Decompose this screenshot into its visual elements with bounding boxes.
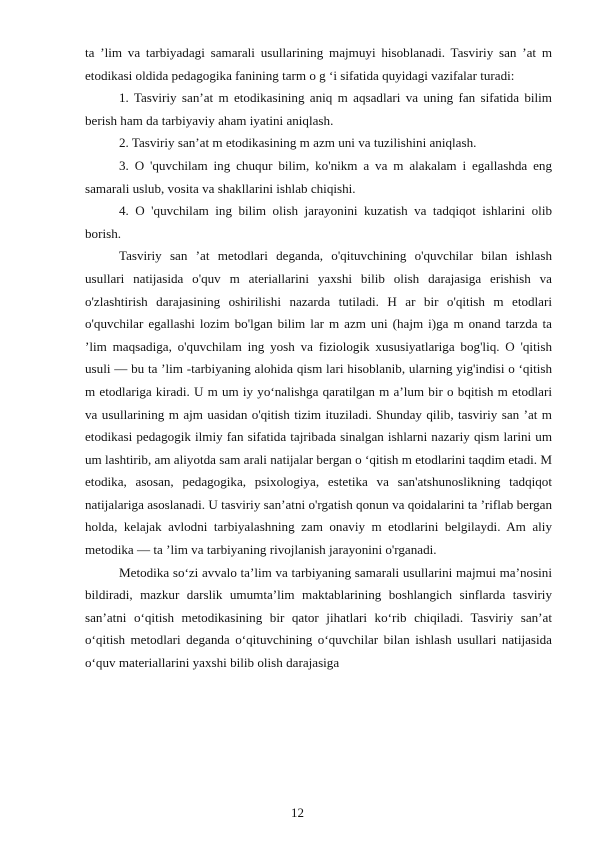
paragraph-task-2: 2. Tasviriy san’at m etodikasining m azm uni va tuzilishini aniqlash. [119, 135, 477, 151]
page-number: 12 [291, 805, 304, 820]
paragraph-task-4: 4. O 'quvchilam ing bilim olish jarayonini kuzatish va tadqiqot ishlarini olib borish. [85, 203, 552, 241]
paragraph-methods: Tasviriy san ’at metodlari deganda, o'qituvchining o'quvchilar bilan ishlash usullari natijasida o'quv m ateriallarini yaxshi bilib olish darajasiga erishish va o'zlashtirish darajasining oshirilishi nazarda tutiladi. H ar bir o'qitish m etodlari o'quvchilar egallashi lozim bo'lgan bilim lar m azm uni (hajm i)ga m onand tarzda ta ’lim maqsadiga, o'quvchilam ing yosh va fiziologik xususiyatlariga bog'liq. O 'qitish usuli — bu ta ’lim -tarbiyaning alohida qism lari hisoblanib, ularning yig'indisi o ‘qitish m etodlariga kiradi. U m um iy yo‘nalishga qaratilgan m a’lum bir o bqitish m etodlari va usullarining m ajm uasidan o'qitish tizim ituziladi. Shunday qilib, tasviriy san ’at m etodikasi pedagogik ilmiy fan sifatida tajribada sinalgan ishlarni nazariy qism larini um um lashtirib, am aliyotda sam arali natijalar bergan o ‘qitish m etodlarini taqdim etadi. M etodika, asosan, pedagogika, psixologiya, estetika va san'atshunoslikning tadqiqot natijalariga asoslanadi. U tasviriy san’atni o'rgatish qonun va qoidalarini ta ’riflab bergan holda, kelajak avlodni tarbiyalashning zam onaviy m etodlarini belgilaydi. Am aliy metodika — ta ’lim va tarbiyaning rivojlanish jarayonini o'rganadi. [85, 248, 552, 558]
paragraph-intro: ta ’lim va tarbiyadagi samarali usullarining majmuyi hisoblanadi. Tasviriy san ’at m etodikasi oldida pedagogika fanining tarm o g ‘i sifatida quyidagi vazifalar turadi: [85, 45, 552, 83]
paragraph-task-1: 1. Tasviriy san’at m etodikasining aniq m aqsadlari va uning fan sifatida bilim berish ham da tarbiyaviy aham iyatini aniqlash. [85, 90, 552, 128]
page-body [85, 42, 552, 675]
paragraph-methodology: Metodika so‘zi avvalo ta’lim va tarbiyaning samarali usullarini majmui ma’nosini bildiradi, mazkur darslik umumta’lim maktablarining boshlangich sinflarda tasviriy san’atni o‘qitish metodikasining bir qator jihatlari ko‘rib chiqiladi. Tasviriy san’at o‘qitish metodlari deganda o‘qituvchining o‘quvchilar bilan ishlash usullari natijasida o‘quv materiallarini yaxshi bilib olish darajasiga [85, 564, 552, 671]
paragraph-task-3: 3. O 'quvchilam ing chuqur bilim, ko'nikm a va m alakalam i egallashda eng samarali uslub, vosita va shakllarini ishlab chiqishi. [85, 157, 552, 196]
